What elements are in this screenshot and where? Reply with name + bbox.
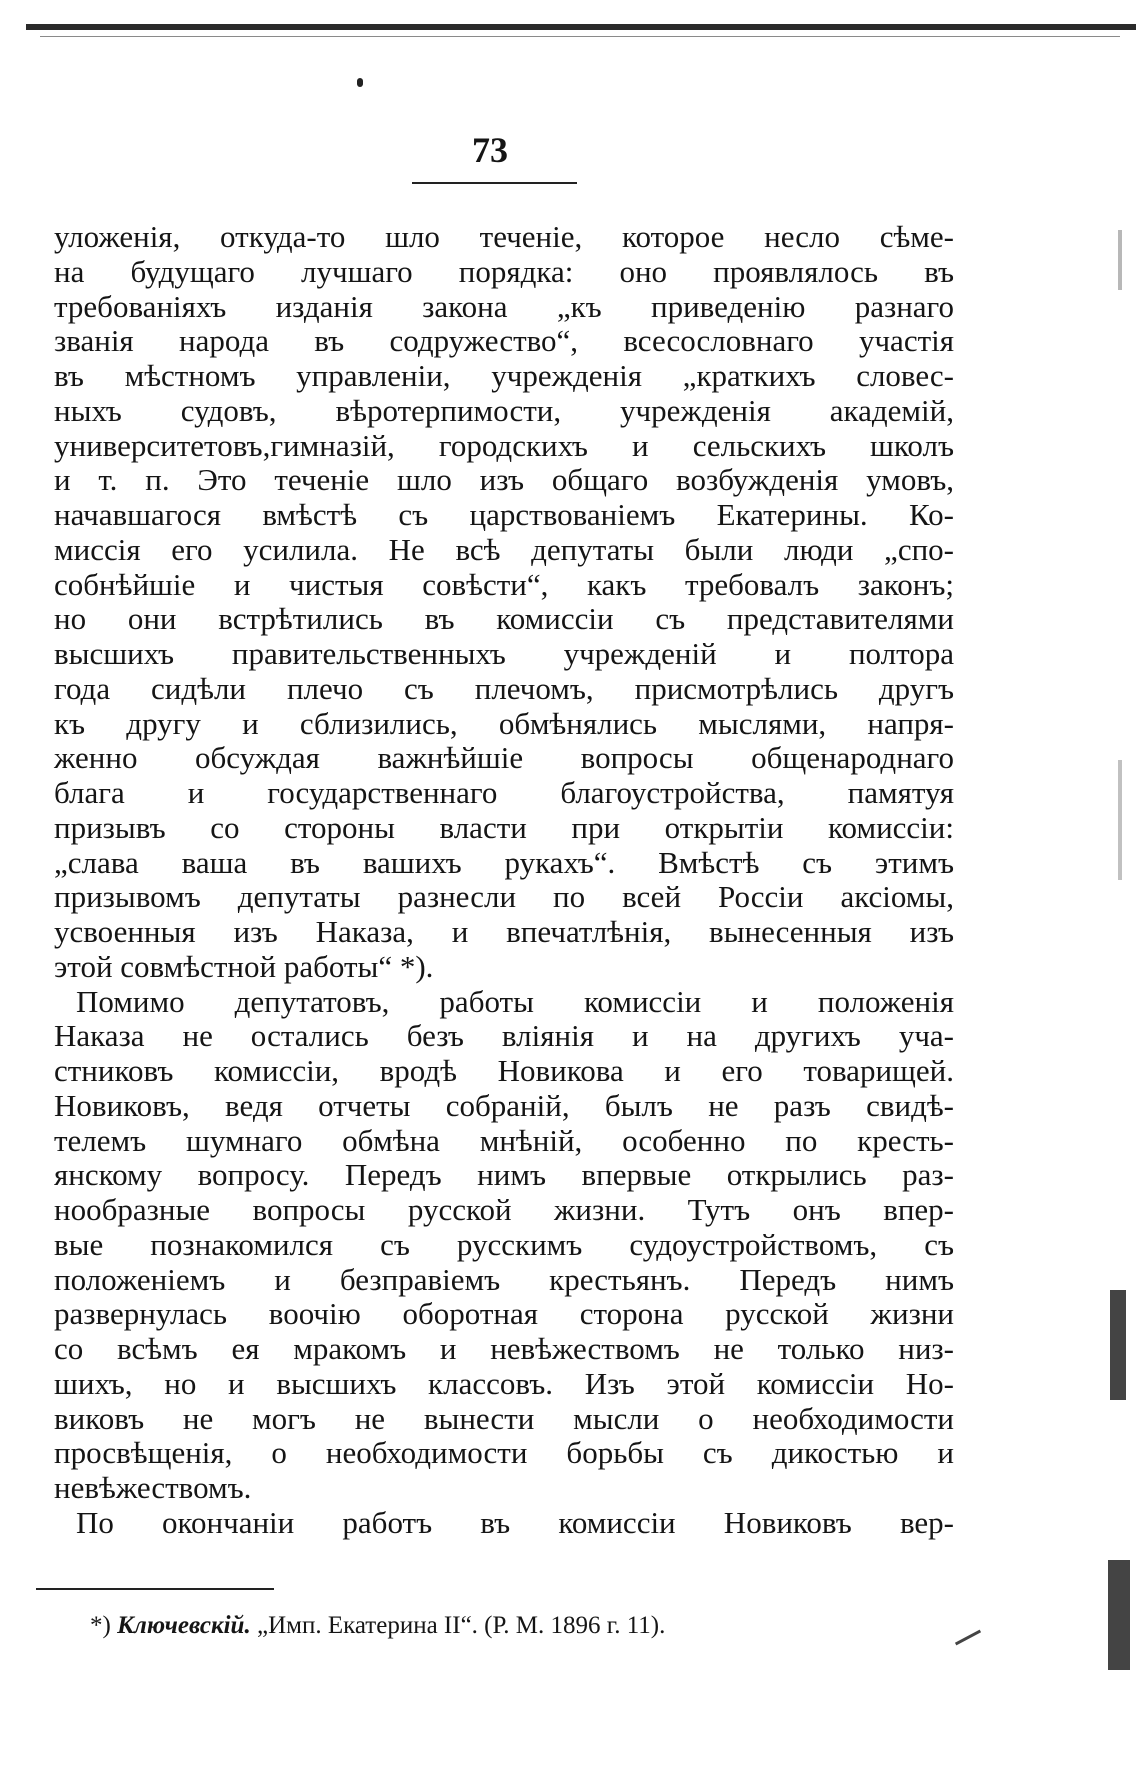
- text-line: усвоенныя изъ Наказа, и впечатлѣнія, вынесенныя изъ: [54, 914, 954, 949]
- footnote-text: „Имп. Екатерина II“. (Р. М. 1896 г. 11).: [256, 1612, 666, 1639]
- text-line: призывомъ депутаты разнесли по всей Россіи аксіомы,: [54, 879, 954, 915]
- page-number: 73: [472, 130, 508, 170]
- scan-edge-mark: [955, 1630, 981, 1646]
- scan-edge-mark: [1118, 760, 1122, 880]
- text-line: По окончаніи работъ въ комиссіи Новиковъ вер-: [76, 1504, 954, 1540]
- text-line: этой совмѣстной работы“ *).: [54, 948, 434, 984]
- text-line: янскому вопросу. Передъ нимъ впервые открылись раз-: [54, 1157, 954, 1193]
- text-line: женно обсуждая важнѣйшіе вопросы общенароднаго: [54, 740, 954, 776]
- footnote-author: Ключевскій.: [117, 1612, 251, 1639]
- text-line: Помимо депутатовъ, работы комиссіи и положенія: [76, 983, 954, 1019]
- scan-edge-mark: [1118, 230, 1122, 290]
- top-border-rule: [26, 24, 1136, 30]
- text-line: Новиковъ, ведя отчеты собраній, былъ не разъ свидѣ-: [54, 1087, 954, 1123]
- top-border-thin-rule: [40, 36, 1120, 37]
- text-line: развернулась воочію оборотная сторона русской жизни: [54, 1296, 954, 1332]
- text-line: въ мѣстномъ управленіи, учрежденія „краткихъ словес-: [54, 358, 954, 393]
- footnote-rule: [36, 1588, 274, 1590]
- footnote: [90, 1610, 890, 1642]
- scan-edge-mark: [1110, 1290, 1126, 1400]
- text-line: со всѣмъ ея мракомъ и невѣжествомъ не только низ-: [54, 1331, 954, 1366]
- footnote-marker: *): [90, 1612, 111, 1639]
- ink-speck: [357, 78, 363, 87]
- text-line: шихъ, но и высшихъ классовъ. Изъ этой комиссіи Но-: [54, 1365, 954, 1401]
- text-line: призывъ со стороны власти при открытіи комиссіи:: [54, 809, 954, 845]
- text-line: но они встрѣтились въ комиссіи съ представителями: [54, 601, 954, 637]
- text-line: нообразные вопросы русской жизни. Тутъ онъ впер-: [54, 1192, 954, 1227]
- text-line: просвѣщенія, о необходимости борьбы съ дикостью и: [54, 1435, 954, 1471]
- text-line: года сидѣли плечо съ плечомъ, присмотрѣлись другъ: [54, 670, 954, 706]
- text-line: и т. п. Это теченіе шло изъ общаго возбужденія умовъ,: [54, 462, 954, 498]
- text-line: блага и государственнаго благоустройства, памятуя: [54, 775, 954, 810]
- text-line: положеніемъ и безправіемъ крестьянъ. Передъ нимъ: [54, 1261, 954, 1297]
- text-line: высшихъ правительственныхъ учрежденій и полтора: [54, 636, 954, 671]
- text-line: телемъ шумнаго обмѣна мнѣній, особенно по кресть-: [54, 1122, 954, 1158]
- page-number-rule: [412, 182, 577, 184]
- text-line: виковъ не могъ не вынести мысли о необходимости: [54, 1400, 954, 1436]
- text-line: собнѣйшіе и чистыя совѣсти“, какъ требовалъ законъ;: [54, 566, 954, 602]
- text-line: начавшагося вмѣстѣ съ царствованіемъ Екатерины. Ко-: [54, 497, 954, 532]
- text-line: на будущаго лучшаго порядка: оно проявлялось въ: [54, 253, 954, 289]
- text-line: къ другу и сблизились, обмѣнялись мыслями, напря-: [54, 705, 954, 741]
- text-line: „слава ваша въ вашихъ рукахъ“. Вмѣстѣ съ этимъ: [54, 844, 954, 880]
- text-line: вые познакомился съ русскимъ судоустройствомъ, съ: [54, 1226, 954, 1262]
- text-line: Наказа не остались безъ вліянія и на другихъ уча-: [54, 1018, 954, 1054]
- text-line: миссія его усилила. Не всѣ депутаты были люди „спо-: [54, 531, 954, 567]
- text-line: университетовъ,гимназій, городскихъ и сельскихъ школъ: [54, 427, 954, 463]
- text-line: стниковъ комиссіи, вродѣ Новикова и его товарищей.: [54, 1053, 954, 1088]
- body-text: [54, 220, 954, 1541]
- text-line: ныхъ судовъ, вѣротерпимости, учрежденія академій,: [54, 392, 954, 428]
- text-line: званія народа въ содружество“, всесословнаго участія: [54, 323, 954, 359]
- scan-edge-mark: [1108, 1560, 1130, 1670]
- text-line: требованіяхъ изданія закона „къ приведенію разнаго: [54, 288, 954, 324]
- text-line: невѣжествомъ.: [54, 1470, 252, 1505]
- text-line: уложенія, откуда-то шло теченіе, которое несло сѣме-: [54, 219, 954, 254]
